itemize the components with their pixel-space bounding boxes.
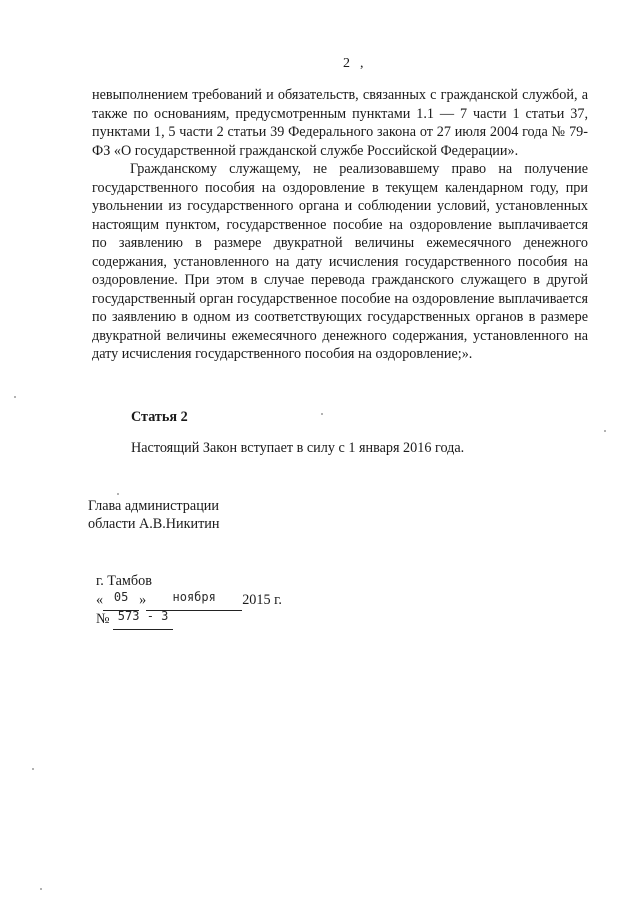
paragraph-2: Гражданскому служащему, не реализовавшему право на получение государственного пособия на оздоровление в текущем календарном году, при увольнении из государственного органа и соблюдении условий, установленных настоящим пунктом, государственное пособие на оздоровление выплачивается по заявлению в размере двукратной величины ежемесячного денежного содержания, установленного на дату исчисления государственного пособия на оздоровление. При этом в случае перевода гражданского служащего в другой государственный орган государственное пособие на оздоровление выплачивается по заявлению в одном из соответствующих государственных органов в размере двукратной величины ежемесячного денежного содержания, установленного на дату исчисления государственного пособия на оздоровление;». [92,161,588,362]
number-row [96,610,282,629]
scan-speck [117,493,119,495]
scan-speck [40,888,42,890]
scan-speck [604,430,606,432]
signature-line-2: области А.В.Никитин [88,516,220,532]
article-2-text: Настоящий Закон вступает в силу с 1 января 2016 года. [131,440,465,456]
scan-speck [14,396,16,398]
page-mark: , [360,56,364,71]
signature-line-1: Глава администрации [88,498,219,514]
page-number [343,56,364,72]
handwritten-day: 05 [113,590,129,604]
city: г. Тамбов [96,573,152,589]
body-text [92,86,588,364]
paragraph-1: невыполнением требований и обязательств, связанных с гражданской службой, а также по основаниям, предусмотренным пунктами 1.1 — 7 части 1 статьи 37, пунктами 1, 5 части 2 статьи 39 Федерального закона от 27 июля 2004 года № 79-ФЗ «О государственной гражданской службе Российской Федерации». [92,87,588,159]
scan-speck [321,413,323,415]
scan-speck [32,768,34,770]
place-date-block [96,572,282,629]
article-2-title: Статья 2 [131,409,188,425]
number-prefix: № [96,611,110,627]
year-suffix: 2015 г. [242,592,282,608]
quote-open: « [96,592,104,608]
number-blank [113,610,173,630]
handwritten-number: 573 - 3 [117,609,169,623]
handwritten-month: ноября [172,590,216,604]
signature-block [88,497,219,533]
page-number-value: 2 [343,56,350,71]
quote-close: » [139,592,147,608]
